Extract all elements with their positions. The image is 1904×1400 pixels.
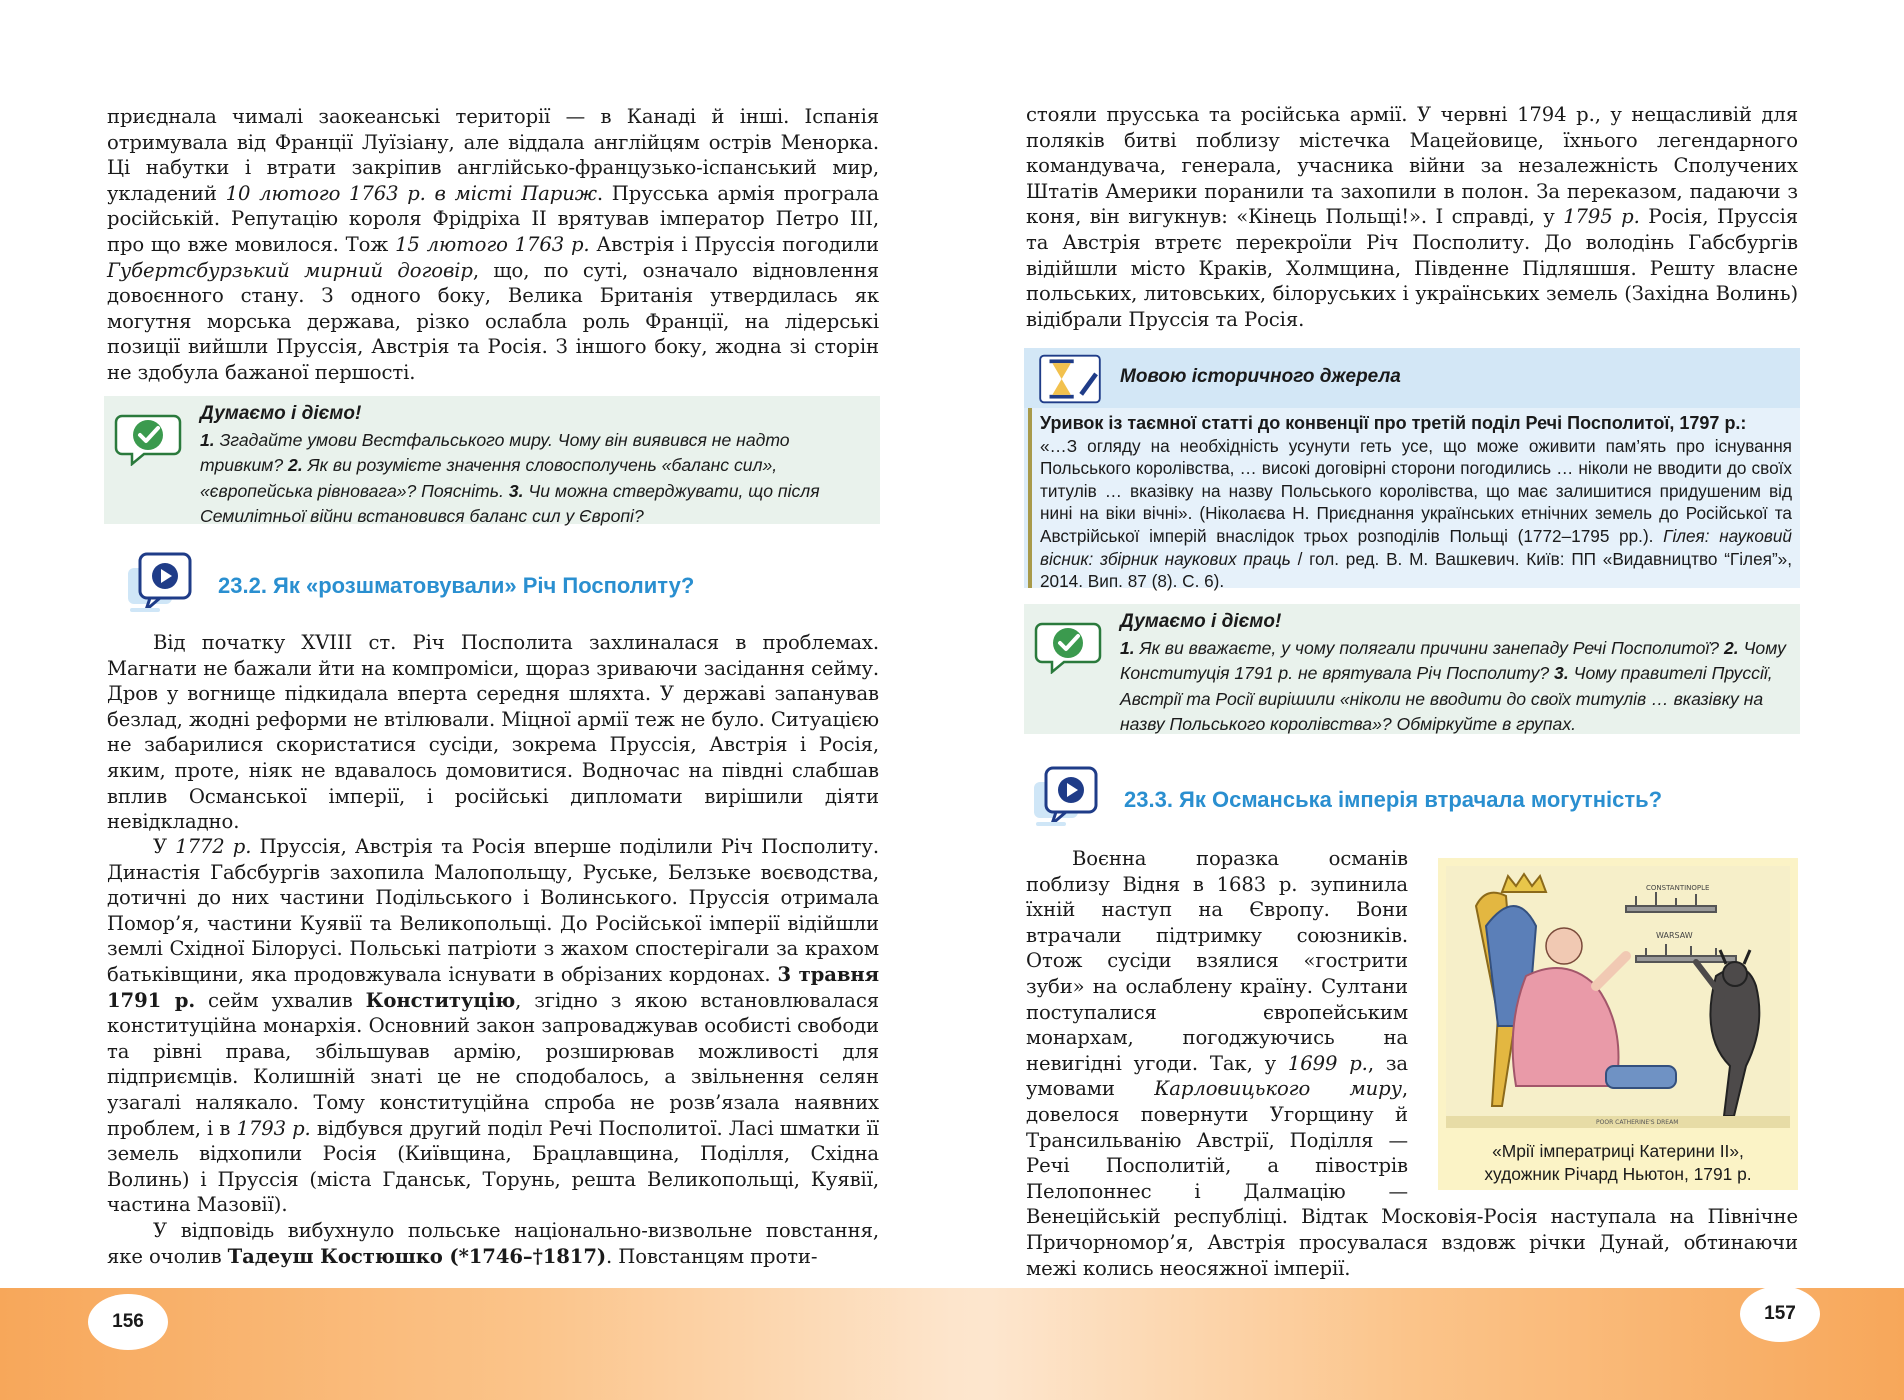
date-1795: 1795 р. xyxy=(1563,205,1640,229)
right-paragraph-2: Воєнна поразка османів поблизу Відня в 1683 р. зупинила їхній наступ на Європу. Вони втрачали підтримку союзників. Отож сусіди взялися «гострити зуби» на ослаблену країну. Султани поступалися європейським монархам, погоджуючись на невигідні угоди. Так, у 1699 р., за умовами Карловицького миру, довелося повернути Угорщину й Трансильванію Австрії, Поділля — Речі Посполитій, а півострів Пелопоннес і Далмацію — Венеційській республіці. Відтак Московія-Росія наступала на Північне Причорномор’я, Австрія просувалася вздовж річки Дунай, обтинаючи межі колись неосяжної імперії. xyxy=(1026,847,1798,1280)
footer-band xyxy=(0,1288,1904,1400)
check-speech-bubble-icon xyxy=(1034,616,1106,674)
think-title: Думаємо і діємо! xyxy=(200,403,362,424)
think-title: Думаємо і діємо! xyxy=(1120,611,1282,632)
think-questions: 1. Згадайте умови Вестфальського миру. Чому він виявився не надто тривким? 2. Як ви розумієте значення словосполучень «баланс сил», «європейська рівновага»? Поясніть. 3. Чи можна стверджувати, що після Семилітньої війни встановився баланс сил у Європі? xyxy=(200,430,820,527)
section-heading-23-2 xyxy=(124,548,694,624)
label-constantinople: CONSTANTINOPLE xyxy=(1646,884,1710,892)
date-1763-feb15: 15 лютого 1763 р. xyxy=(395,232,590,256)
right-page xyxy=(952,0,1904,1400)
left-paragraph-3: У 1772 р. Пруссія, Австрія та Росія вперше поділили Річ Посполиту. Династія Габсбургів захопила Малопольщу, Руське, Белзьке воєводства, дотичні до них частини Подільського і Волинського. Пруссія отримала Помор’я, частини Куявії та Великопольщі. До Російської імперії відійшли землі Східної Білорусі. Польські патріоти з жахом спостерігали за крахом батьківщини, яка продовжувала існувати в обрізаних кордонах. 3 травня 1791 р. сейм ухвалив Конституцію, згідно з якою встановлювалася конституційна монархія. Основний закон запроваджував особисті свободи та рівні права, збільшував армію, розширював можливості для підприємців. Колишній знаті це не сподобалось, а звільнення селян узагалі налякало. Тому конституційна спроба не розв’язала наявних проблем, і в 1793 р. відбувся другий поділ Речі Посполитої. Ласі шматки її земель відхопили Росія (Київщина, Брацлавщина, Поділля, Східна Волинь) і Пруссія (міста Гданськ, Торунь, решта Великопольщі, Куявії, частина Мазовії). xyxy=(107,835,879,1217)
illustration-float-spacer xyxy=(1408,846,1798,1198)
illustration-caption-line1: «Мрії імператриці Катерини ІІ», xyxy=(1492,1141,1744,1161)
treaty-karlowitz: Карловицького миру xyxy=(1154,1077,1402,1101)
think-box-2 xyxy=(1024,604,1800,734)
video-chat-icon xyxy=(1030,762,1118,838)
page-number-left: 156 xyxy=(88,1294,168,1350)
date-1699: 1699 р. xyxy=(1287,1051,1368,1075)
section-heading-23-3 xyxy=(1030,762,1662,838)
date-1793: 1793 р. xyxy=(236,1116,311,1140)
right-paragraph-1: стояли прусська та російська армії. У червні 1794 р., у нещасливій для поляків битві поблизу містечка Мацейовице, їхнього легендарного командувача, генерала, учасника війни за незалежність Сполучених Штатів Америки поранили та захопили в полон. За переказом, падаючи з коня, він вигукнув: «Кінець Польщі!». І справді, у 1795 р. Росія, Пруссія та Австрія втретє перекроїли Річ Посполиту. До володінь Габсбургів відійшли місто Краків, Холмщина, Південне Підляшшя. Решту власне польських, литовських, білоруських і українських земель (Західна Волинь) відібрали Пруссія та Росія. xyxy=(1026,103,1798,331)
source-tail: / гол. ред. В. М. Вашкевич. Київ: ПП «Видавництво “Гілея”», 2014. Вип. 87 (8). С. 6). xyxy=(1040,548,1793,592)
hourglass-pen-icon xyxy=(1034,352,1106,406)
section-title: 23.2. Як «розшматовували» Річ Посполиту? xyxy=(218,573,695,598)
label-warsaw: WARSAW xyxy=(1656,931,1693,940)
label-title: POOR CATHERINE'S DREAM xyxy=(1596,1119,1679,1126)
check-speech-bubble-icon xyxy=(114,408,186,466)
left-paragraph-4: У відповідь вибухнуло польське національно-визвольне повстання, яке очолив Тадеуш Костюшко (*1746–†1817). Повстанцям проти- xyxy=(107,1219,879,1268)
source-body xyxy=(1028,408,1800,592)
left-paragraph-2: Від початку XVIII ст. Річ Посполита захлиналася в проблемах. Магнати не бажали йти на компроміси, щораз зриваючи засідання сейму. Дров у вогнище підкидала вперта середня шляхта. У державі запанував безлад, жодні реформи не втілювали. Міцної армії теж не було. Ситуацією не забарилися скористатися сусіди, зокрема Пруссія, Австрія і Росія, яким, проте, ніяк не вдавалось домовитися. Водночас на півдні слабшав вплив Османської імперії, і російські дипломати вирішили діяти невідкладно. xyxy=(107,631,879,834)
source-quote: «…З огляду на необхідність усунути геть усе, що може оживити пам’ять про існування Польського королівства, … високі договірні сторони погодились … ніколи не вводити до своїх титулів … вказівку на назву Польського королівства, що має залишитися придушеним від нині на віки вічні». (Ніколаєва Н. Приєднання українських етнічних земель до Російської та Австрійської імперій внаслідок трьох розподілів Польщі (1772–1795 рр.). xyxy=(1040,435,1792,546)
term-constitution: Конституцію xyxy=(365,988,516,1012)
date-1791: 3 травня 1791 р. xyxy=(107,962,879,1012)
section-title: 23.3. Як Османська імперія втрачала могутність? xyxy=(1124,787,1663,812)
source-box xyxy=(1024,348,1800,592)
person-kosciuszko: Тадеуш Костюшко (*1746–†1817) xyxy=(227,1244,607,1268)
think-box-1 xyxy=(104,396,880,527)
left-paragraph-1: приєднала чималі заокеанські території — в Канаді й інші. Іспанія отримувала від Франції Луїзіану, але віддала англійцям острів Менорка. Ці набутки і втрати закріпив англійсько-французько-іспанський мир, укладений 10 лютого 1763 р. в місті Париж. Прусська армія програла російській. Репутацію короля Фрідріха II врятував імператор Петро III, про що вже мовилося. Тож 15 лютого 1763 р. Австрія і Пруссія погодили Губертсбурзький мирний договір, що, по суті, означало відновлення довоєнного стану. З одного боку, Велика Британія утвердилась як могутня морська держава, різко ослабла роль Франції, на лідерські позиції вийшли Пруссія, Австрія та Росія. З іншого боку, жодна зі сторін не здобула бажаної першості. xyxy=(107,105,879,384)
source-journal: Гілея: науковий вісник: збірник наукових праць xyxy=(1040,525,1792,569)
source-heading: Уривок із таємної статті до конвенції про третій поділ Речі Посполитої, 1797 р.: xyxy=(1040,413,1747,433)
think-questions: 1. Як ви вважаєте, у чому полягали причини занепаду Речі Посполитої? 2. Чому Конституція 1791 р. не врятувала Річ Посполиту? 3. Чому правителі Пруссії, Австрії та Росії вирішили «ніколи не вводити до своїх титулів … вказівку на назву Польського королівства»? Обміркуйте в групах. xyxy=(1120,638,1786,735)
illustration-caption-line2: художник Річард Ньютон, 1791 р. xyxy=(1484,1164,1752,1184)
date-1772: 1772 р. xyxy=(175,835,252,858)
video-chat-icon xyxy=(124,548,212,624)
date-1763-paris: 10 лютого 1763 р. в місті Париж xyxy=(225,181,597,205)
treaty-hubertusburg: Губертсбурзький мирний договір xyxy=(107,258,473,282)
page-number-right: 157 xyxy=(1740,1286,1820,1342)
source-title: Мовою історичного джерела xyxy=(1120,366,1401,387)
